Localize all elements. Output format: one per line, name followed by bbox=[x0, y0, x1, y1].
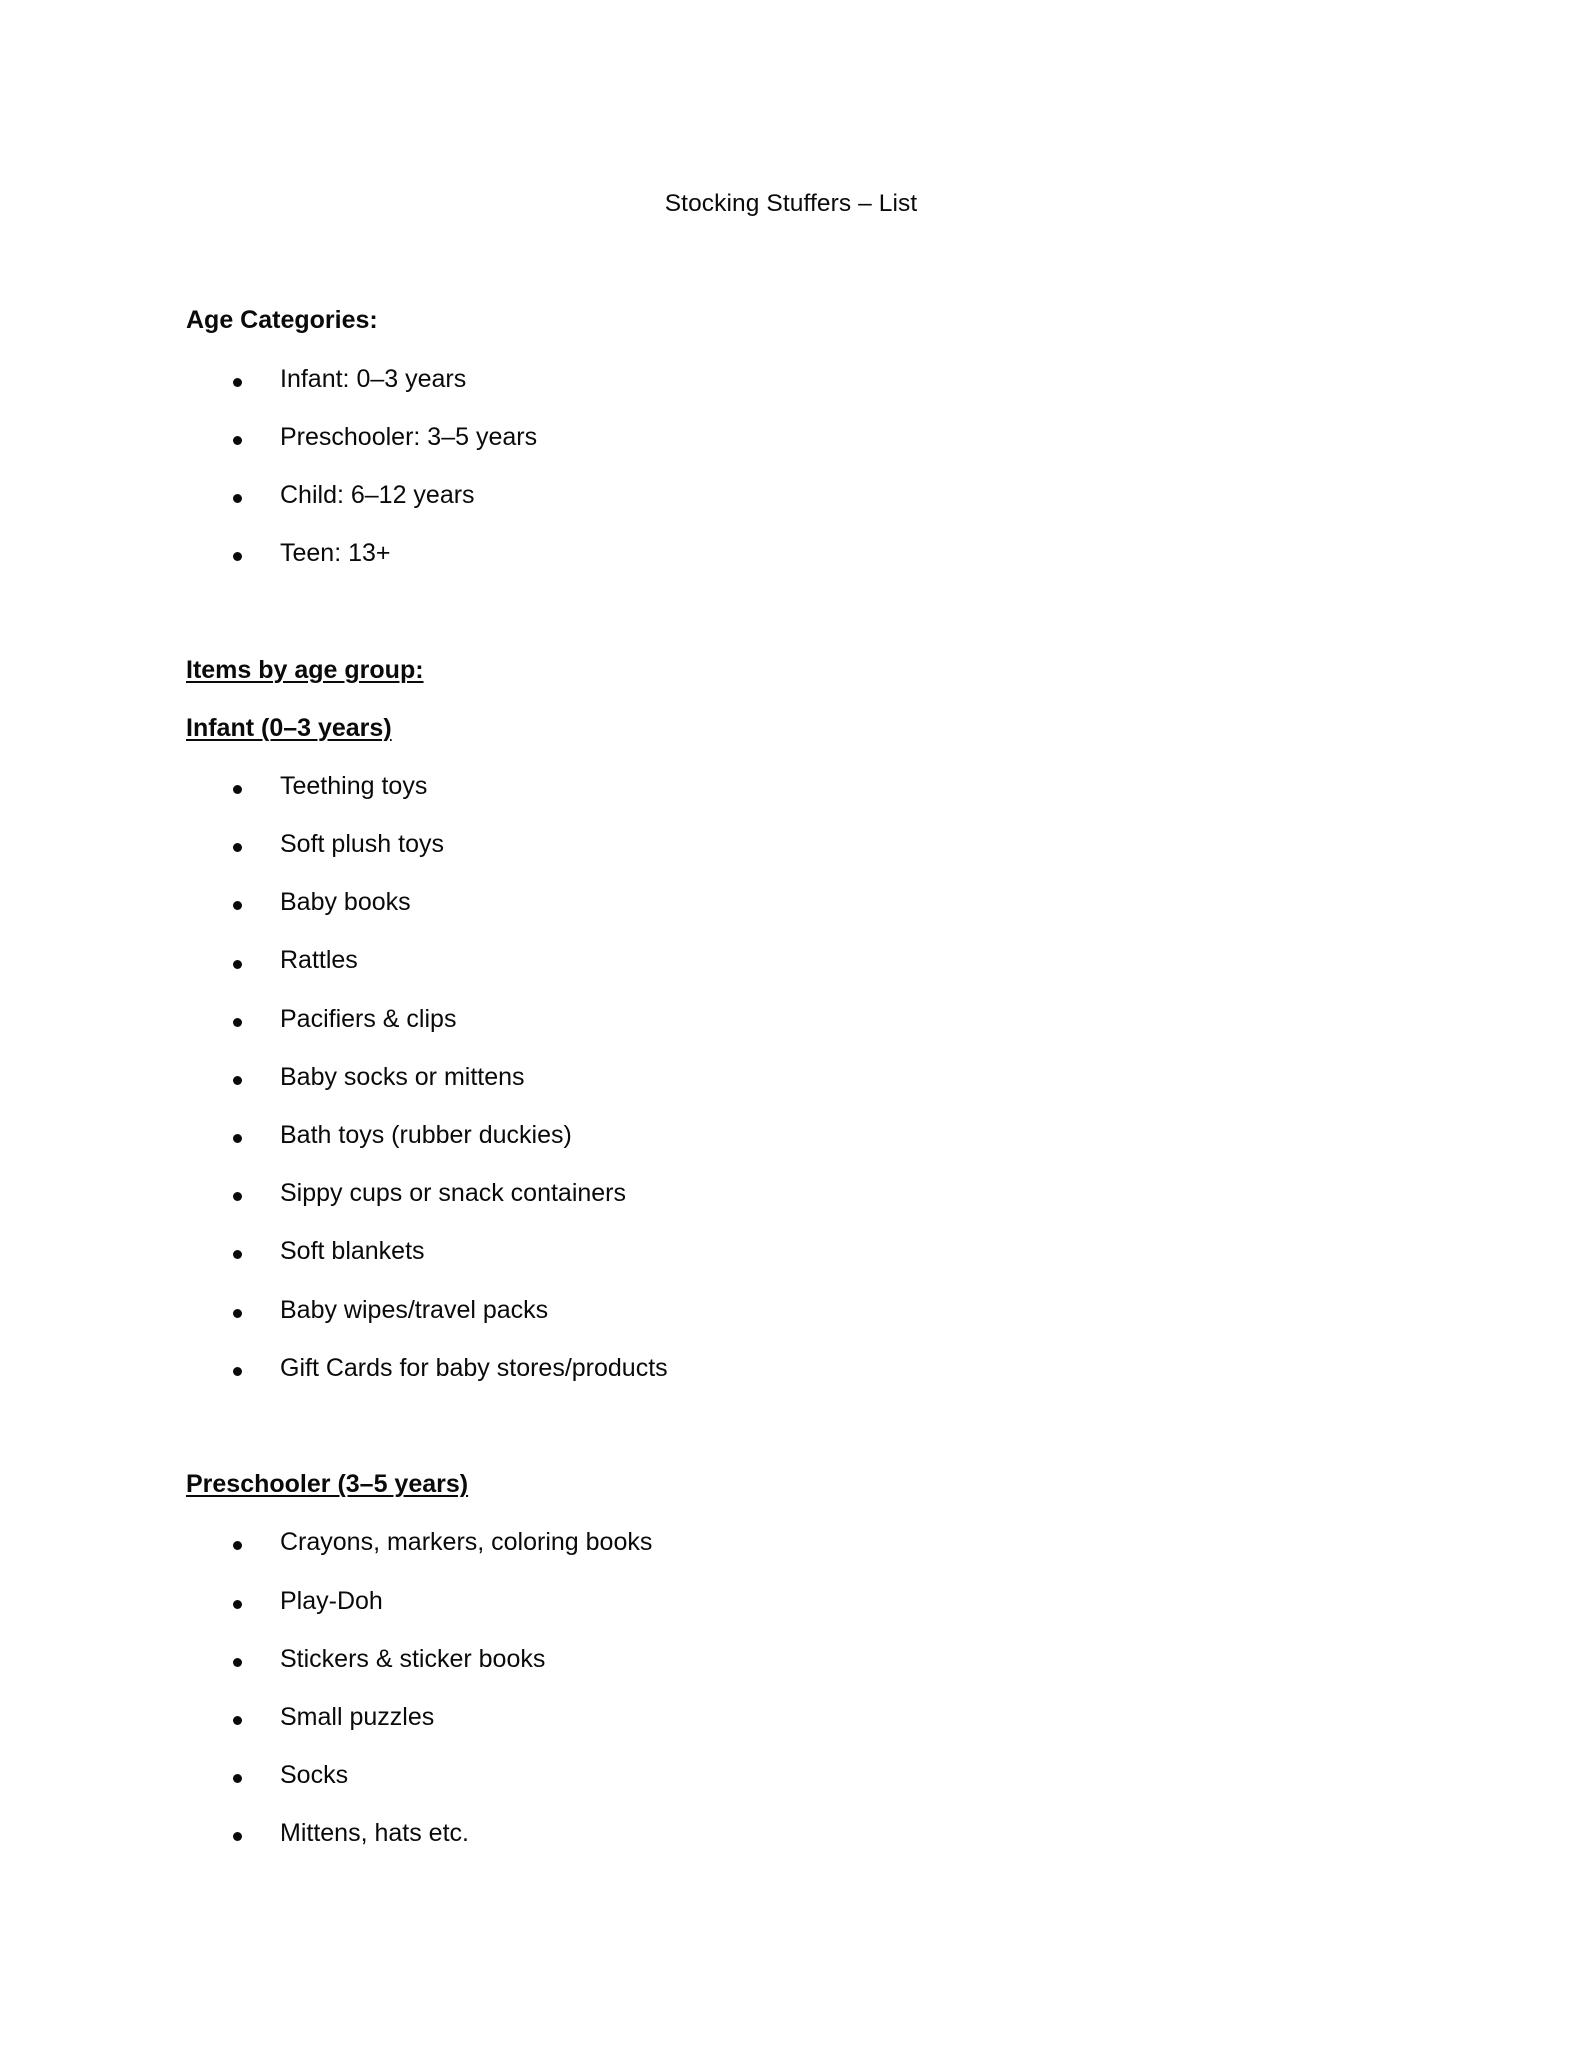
bullet-icon bbox=[233, 1541, 242, 1550]
age-categories-heading bbox=[0, 291, 1582, 349]
list-item bbox=[0, 873, 1582, 931]
bullet-icon bbox=[233, 960, 242, 969]
list-item bbox=[0, 1804, 1582, 1862]
list-item bbox=[0, 1630, 1582, 1688]
list-item-text: Bath toys (rubber duckies) bbox=[280, 1121, 572, 1149]
list-item-text: Play-Doh bbox=[280, 1586, 383, 1615]
bullet-icon bbox=[233, 901, 242, 910]
bullet-icon bbox=[233, 494, 242, 503]
bullet-icon bbox=[233, 378, 242, 387]
bullet-icon bbox=[233, 1832, 242, 1841]
list-item-text: Rattles bbox=[280, 946, 358, 975]
list-item bbox=[0, 408, 1582, 466]
list-item bbox=[0, 1513, 1582, 1571]
list-item-text: Socks bbox=[280, 1761, 349, 1790]
list-item bbox=[0, 1048, 1582, 1106]
list-item-text: Soft plush toys bbox=[280, 830, 444, 859]
list-item bbox=[0, 1572, 1582, 1630]
bullet-icon bbox=[233, 552, 242, 561]
list-item-text: Gift Cards for baby stores/products bbox=[280, 1353, 668, 1382]
list-item-text: Stickers & sticker books bbox=[280, 1644, 546, 1673]
list-item-text: Baby wipes/travel packs bbox=[280, 1295, 549, 1324]
list-item-text: Crayons, markers, coloring books bbox=[280, 1528, 653, 1557]
list-item bbox=[0, 1164, 1582, 1222]
list-item-text: Baby books bbox=[280, 888, 411, 917]
list-item bbox=[0, 931, 1582, 989]
bullet-icon bbox=[233, 1367, 242, 1376]
preschooler-group-heading-text: Preschooler (3–5 years) bbox=[186, 1470, 469, 1499]
infant-group-heading bbox=[0, 699, 1582, 757]
list-item bbox=[0, 1746, 1582, 1804]
list-item bbox=[0, 1688, 1582, 1746]
bullet-icon bbox=[233, 1192, 242, 1201]
spacer bbox=[0, 233, 1582, 291]
list-item-text: Pacifiers & clips bbox=[280, 1004, 457, 1033]
list-item-text: Small puzzles bbox=[280, 1702, 435, 1731]
list-item bbox=[0, 815, 1582, 873]
list-item-text: Sippy cups or snack containers bbox=[280, 1179, 627, 1208]
list-item-text: Soft blankets bbox=[280, 1237, 425, 1266]
list-item bbox=[0, 757, 1582, 815]
list-item bbox=[0, 1339, 1582, 1397]
bullet-icon bbox=[233, 1658, 242, 1667]
document-title: Stocking Stuffers – List bbox=[664, 190, 918, 217]
bullet-icon bbox=[233, 1018, 242, 1027]
list-item bbox=[0, 1281, 1582, 1339]
bullet-icon bbox=[233, 785, 242, 794]
list-item-text: Teething toys bbox=[280, 771, 428, 800]
document-page bbox=[0, 175, 1582, 1862]
bullet-icon bbox=[233, 1250, 242, 1259]
bullet-icon bbox=[233, 1309, 242, 1318]
list-item-text: Mittens, hats etc. bbox=[280, 1819, 469, 1848]
infant-group-heading-text: Infant (0–3 years) bbox=[186, 713, 392, 742]
bullet-icon bbox=[233, 1076, 242, 1085]
list-item-text: Teen: 13+ bbox=[280, 539, 391, 568]
items-by-age-heading bbox=[0, 641, 1582, 699]
list-item-text: Preschooler: 3–5 years bbox=[280, 422, 538, 451]
spacer bbox=[0, 1397, 1582, 1455]
list-item bbox=[0, 524, 1582, 582]
list-item-text: Infant: 0–3 years bbox=[280, 364, 467, 393]
list-item bbox=[0, 466, 1582, 524]
bullet-icon bbox=[233, 436, 242, 445]
bullet-icon bbox=[233, 843, 242, 852]
bullet-icon bbox=[233, 1716, 242, 1725]
list-item bbox=[0, 990, 1582, 1048]
age-categories-heading-text: Age Categories: bbox=[186, 306, 378, 335]
bullet-icon bbox=[233, 1600, 242, 1609]
bullet-icon bbox=[233, 1774, 242, 1783]
list-item bbox=[0, 350, 1582, 408]
list-item bbox=[0, 1222, 1582, 1280]
preschooler-group-heading bbox=[0, 1455, 1582, 1513]
spacer bbox=[0, 582, 1582, 640]
list-item-text: Child: 6–12 years bbox=[280, 480, 475, 509]
bullet-icon bbox=[233, 1134, 242, 1143]
list-item bbox=[0, 1106, 1582, 1164]
items-by-age-heading-text: Items by age group: bbox=[186, 655, 424, 684]
list-item-text: Baby socks or mittens bbox=[280, 1062, 525, 1091]
